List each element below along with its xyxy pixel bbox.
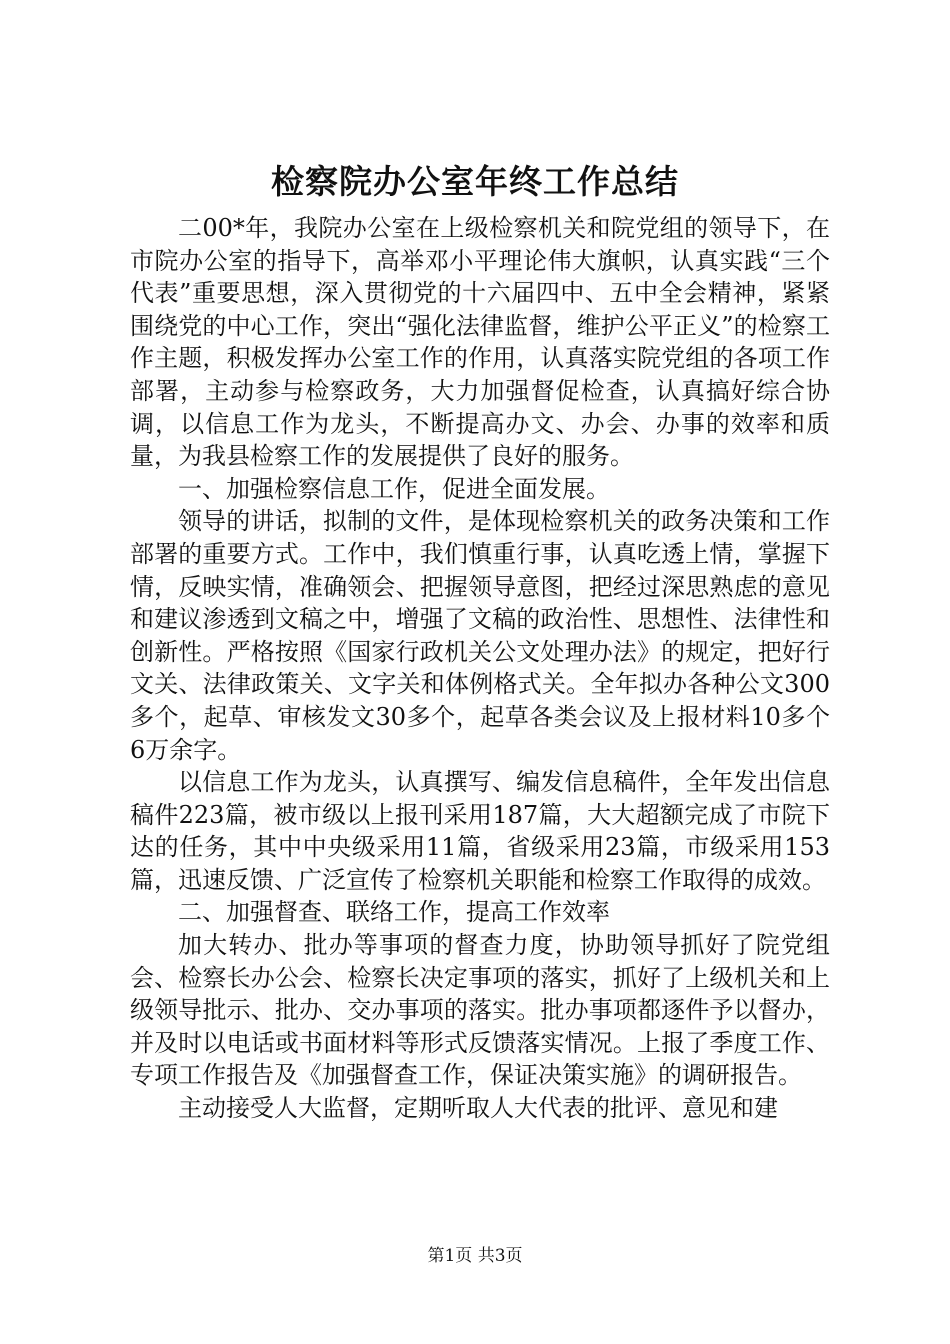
section-heading-1: 一、加强检察信息工作，促进全面发展。 [178,474,610,503]
document-title: 检察院办公室年终工作总结 [271,162,679,201]
body-paragraph: 以信息工作为龙头，认真撰写、编发信息稿件，全年发出信息稿件223篇，被市级以上报刊采用187篇，大大超额完成了市院下达的任务，其中中央级采用11篇，省级采用23篇，市级采用153篇，迅速反馈、广泛宣传了检察机关职能和检察工作取得的成效。 [130,768,830,894]
body-paragraph: 主动接受人大监督，定期听取人大代表的批评、意见和建 [178,1094,778,1123]
body-paragraph: 领导的讲话，拟制的文件，是体现检察机关的政务决策和工作部署的重要方式。工作中，我们慎重行事，认真吃透上情，掌握下情，反映实情，准确领会、把握领导意图，把经过深思熟虑的意见和建议渗透到文稿之中，增强了文稿的政治性、思想性、法律性和创新性。严格按照《国家行政机关公文处理办法》的规定，把好行文关、法律政策关、文字关和体例格式关。全年拟办各种公文300多个，起草、审核发文30多个，起草各类会议及上报材料10多个6万余字。 [130,507,830,764]
document-body [130,212,830,1125]
intro-paragraph: 二00*年，我院办公室在上级检察机关和院党组的领导下，在市院办公室的指导下，高举邓小平理论伟大旗帜，认真实践“三个代表”重要思想，深入贯彻党的十六届四中、五中全会精神，紧紧围绕党的中心工作，突出“强化法律监督，维护公平正义”的检察工作主题，积极发挥办公室工作的作用，认真落实院党组的各项工作部署，主动参与检察政务，大力加强督促检查，认真搞好综合协调，以信息工作为龙头，不断提高办文、办会、办事的效率和质量，为我县检察工作的发展提供了良好的服务。 [130,214,830,471]
page-footer: 第1页 共3页 [427,1246,523,1266]
section-heading-2: 二、加强督查、联络工作，提高工作效率 [178,898,610,927]
body-paragraph: 加大转办、批办等事项的督查力度，协助领导抓好了院党组会、检察长办公会、检察长决定事项的落实，抓好了上级机关和上级领导批示、批办、交办事项的落实。批办事项都逐件予以督办，并及时以电话或书面材料等形式反馈落实情况。上报了季度工作、专项工作报告及《加强督查工作，保证决策实施》的调研报告。 [130,931,830,1090]
